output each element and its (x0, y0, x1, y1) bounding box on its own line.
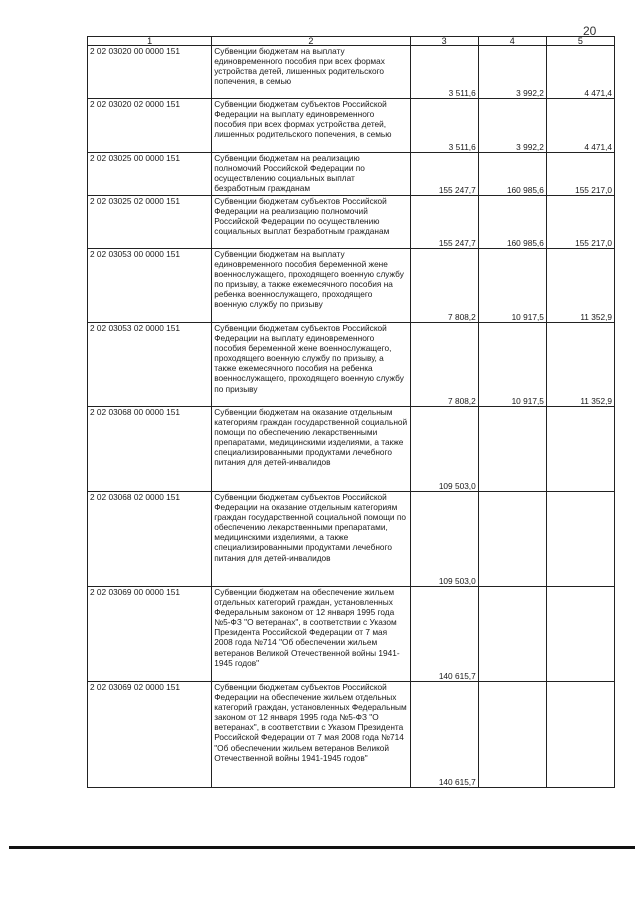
header-col-5: 5 (546, 37, 614, 46)
row-value-col4: 3 992,2 (478, 46, 546, 99)
table-row (88, 682, 615, 788)
row-name-cell: Субвенции бюджетам субъектов Российской Федерации на реализацию полномочий Российской Федерации по осуществлению социальных выплат безработным гражданам (212, 196, 410, 249)
row-name-cell: Субвенции бюджетам субъектов Российской Федерации на выплату единовременного пособия при всех формах устройства детей, лишенных родительского попечения, в семью (212, 99, 410, 153)
row-name-cell: Субвенции бюджетам субъектов Российской Федерации на обеспечение жильем отдельных категорий граждан, установленных Федеральным законом от 12 января 1995 года №5-ФЗ "О ветеранах", в соответствии с Указом Президента Российской Федерации от 7 мая 2008 года №714 "Об обеспечении жильем ветеранов Великой Отечественной войны 1941-1945 годов" (212, 682, 410, 788)
row-value-col4 (478, 492, 546, 587)
row-value-col4: 160 985,6 (478, 153, 546, 196)
row-value-col3: 3 511,6 (410, 46, 478, 99)
table-row (88, 153, 615, 196)
row-name-cell: Субвенции бюджетам на обеспечение жильем отдельных категорий граждан, установленных Федеральным законом от 12 января 1995 года №5-ФЗ "О ветеранах", в соответствии с Указом Президента Российской Федерации от 7 мая 2008 года №714 "Об обеспечении жильем ветеранов Великой Отечественной войны 1941-1945 годов" (212, 587, 410, 682)
row-code-cell: 2 02 03025 02 0000 151 (88, 196, 212, 249)
table-row (88, 492, 615, 587)
header-col-4: 4 (478, 37, 546, 46)
row-value-col5 (546, 492, 614, 587)
row-name-cell: Субвенции бюджетам на выплату единовременного пособия беременной жене военнослужащего, проходящего военную службу по призыву, а также ежемесячного пособия на ребенка военнослужащего, проходящего военную службу по призыву (212, 249, 410, 323)
row-name-cell: Субвенции бюджетам субъектов Российской Федерации на оказание отдельным категориям граждан государственной социальной помощи по обеспечению лекарственными препаратами, медицинскими изделиями, а также специализированными продуктами лечебного питания для детей-инвалидов (212, 492, 410, 587)
budget-revenue-table (87, 36, 615, 788)
header-col-2: 2 (212, 37, 410, 46)
table-row (88, 249, 615, 323)
row-code-cell: 2 02 03020 02 0000 151 (88, 99, 212, 153)
row-value-col5: 11 352,9 (546, 323, 614, 407)
row-value-col3: 140 615,7 (410, 587, 478, 682)
row-value-col3: 109 503,0 (410, 407, 478, 492)
row-value-col3: 7 808,2 (410, 249, 478, 323)
row-code-cell: 2 02 03068 02 0000 151 (88, 492, 212, 587)
row-value-col5: 11 352,9 (546, 249, 614, 323)
table-body (88, 46, 615, 788)
table-row (88, 46, 615, 99)
row-value-col5: 155 217,0 (546, 153, 614, 196)
row-code-cell: 2 02 03020 00 0000 151 (88, 46, 212, 99)
row-value-col4: 10 917,5 (478, 323, 546, 407)
row-code-cell: 2 02 03069 02 0000 151 (88, 682, 212, 788)
table-header (88, 37, 615, 46)
row-code-cell: 2 02 03053 02 0000 151 (88, 323, 212, 407)
row-value-col5 (546, 407, 614, 492)
bottom-rule (9, 846, 635, 849)
row-name-cell: Субвенции бюджетам субъектов Российской Федерации на выплату единовременного пособия беременной жене военнослужащего, проходящего военную службу по призыву, а также ежемесячного пособия на ребенка военнослужащего, проходящего военную службу по призыву (212, 323, 410, 407)
row-value-col3: 3 511,6 (410, 99, 478, 153)
row-value-col4 (478, 587, 546, 682)
row-value-col4: 10 917,5 (478, 249, 546, 323)
row-name-cell: Субвенции бюджетам на выплату единовременного пособия при всех формах устройства детей, лишенных родительского попечения, в семью (212, 46, 410, 99)
row-value-col5: 4 471,4 (546, 99, 614, 153)
table-row (88, 323, 615, 407)
row-code-cell: 2 02 03069 00 0000 151 (88, 587, 212, 682)
row-value-col5: 4 471,4 (546, 46, 614, 99)
row-value-col3: 140 615,7 (410, 682, 478, 788)
page-number: 20 (583, 24, 597, 38)
table-row (88, 407, 615, 492)
row-value-col3: 109 503,0 (410, 492, 478, 587)
row-value-col5: 155 217,0 (546, 196, 614, 249)
row-code-cell: 2 02 03068 00 0000 151 (88, 407, 212, 492)
row-value-col4 (478, 407, 546, 492)
row-value-col3: 155 247,7 (410, 153, 478, 196)
row-code-cell: 2 02 03053 00 0000 151 (88, 249, 212, 323)
row-name-cell: Субвенции бюджетам на реализацию полномочий Российской Федерации по осуществлению социальных выплат безработным гражданам (212, 153, 410, 196)
header-row (88, 37, 615, 46)
row-value-col3: 155 247,7 (410, 196, 478, 249)
table-row (88, 587, 615, 682)
row-value-col5 (546, 587, 614, 682)
row-name-cell: Субвенции бюджетам на оказание отдельным категориям граждан государственной социальной помощи по обеспечению лекарственными препаратами, медицинскими изделиями, а также специализированными продуктами лечебного питания для детей-инвалидов (212, 407, 410, 492)
row-code-cell: 2 02 03025 00 0000 151 (88, 153, 212, 196)
row-value-col4: 160 985,6 (478, 196, 546, 249)
row-value-col5 (546, 682, 614, 788)
row-value-col4 (478, 682, 546, 788)
row-value-col3: 7 808,2 (410, 323, 478, 407)
table-row (88, 196, 615, 249)
header-col-1: 1 (88, 37, 212, 46)
header-col-3: 3 (410, 37, 478, 46)
row-value-col4: 3 992,2 (478, 99, 546, 153)
table-row (88, 99, 615, 153)
